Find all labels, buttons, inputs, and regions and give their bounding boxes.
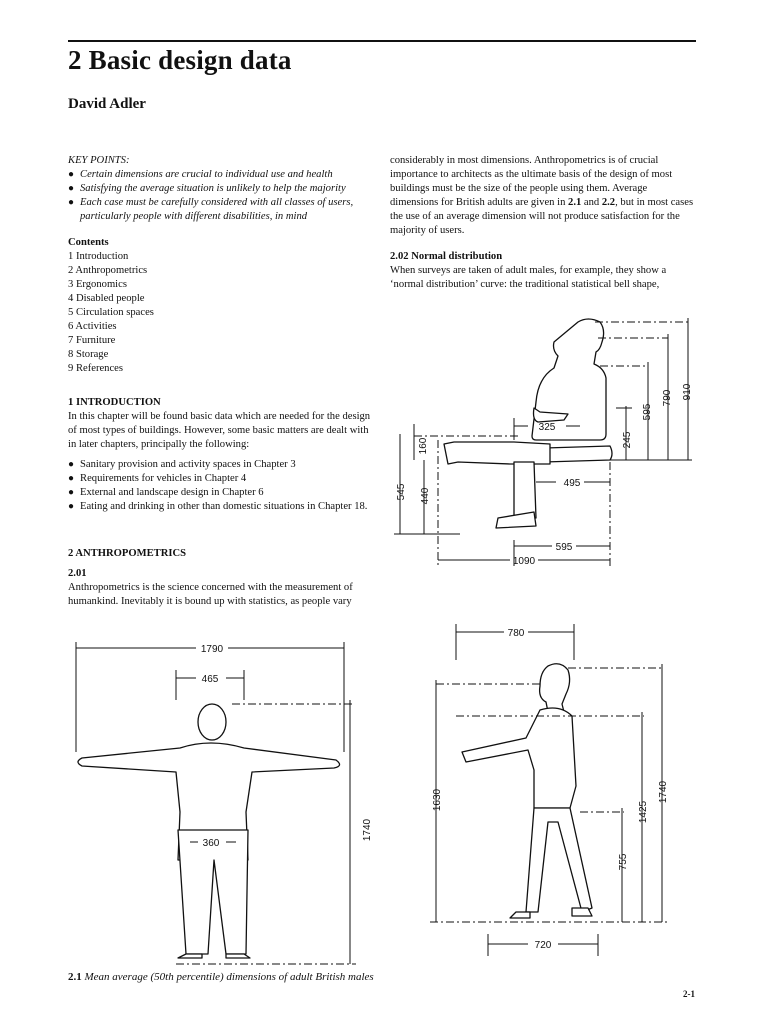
key-points bbox=[68, 154, 373, 224]
figure-reference: 2.2 bbox=[601, 197, 616, 208]
contents-item: 6 Activities bbox=[68, 321, 117, 332]
introduction-item: ● Requirements for vehicles in Chapter 4 bbox=[68, 472, 378, 486]
normal-distribution-heading: 2.02 Normal distribution bbox=[390, 251, 503, 262]
dim-label: 545 bbox=[396, 483, 407, 501]
anthropometrics-subheading: 2.01 bbox=[68, 568, 87, 579]
introduction-item: ● External and landscape design in Chapter 6 bbox=[68, 486, 378, 500]
anthropometrics-heading: 2 ANTHROPOMETRICS bbox=[68, 548, 187, 559]
dim-label: 1425 bbox=[638, 800, 649, 824]
contents-item: 8 Storage bbox=[68, 349, 109, 360]
right-column-paragraph: considerably in most dimensions. Anthropometrics is of crucial importance to architects as the ultimate basis of the design of most buildings must be the size of the people using them. Average dimensions for British adults are given in 2.1 and 2.2, but in most cases the use of an average dimension will not produce satisfaction for the majority of users. bbox=[390, 155, 694, 236]
dim-label: 440 bbox=[420, 487, 431, 505]
dim-label: 495 bbox=[563, 478, 581, 489]
contents-item: 7 Furniture bbox=[68, 335, 116, 346]
dim-label: 755 bbox=[618, 853, 629, 871]
key-points-heading: KEY POINTS: bbox=[68, 155, 130, 166]
key-point-item: ● Each case must be carefully considered with all classes of users, particularly people with different disabilities, in mind bbox=[68, 196, 373, 224]
dim-label: 465 bbox=[201, 674, 219, 685]
front-figure-diagram bbox=[70, 630, 373, 970]
dim-label: 325 bbox=[538, 422, 556, 433]
dim-label: 595 bbox=[555, 542, 573, 553]
introduction-section bbox=[68, 396, 378, 514]
contents-item: 1 Introduction bbox=[68, 251, 129, 262]
contents-item: 4 Disabled people bbox=[68, 293, 145, 304]
side-figure-drawing bbox=[462, 664, 592, 918]
anthropometrics-text: Anthropometrics is the science concerned with the measurement of humankind. Inevitably it is bound up with statistics, as people vary bbox=[68, 582, 353, 607]
dim-label: 910 bbox=[682, 383, 693, 401]
dim-label: 1630 bbox=[432, 788, 443, 812]
dim-label: 160 bbox=[418, 437, 429, 455]
contents-item: 5 Circulation spaces bbox=[68, 307, 154, 318]
contents-heading: Contents bbox=[68, 237, 109, 248]
right-column-text bbox=[390, 154, 698, 292]
contents-item: 2 Anthropometrics bbox=[68, 265, 148, 276]
dim-label: 1740 bbox=[362, 818, 373, 842]
key-point-item: ● Certain dimensions are crucial to individual use and health bbox=[68, 168, 373, 182]
dim-label: 780 bbox=[507, 628, 525, 639]
figure-reference: 2.1 bbox=[568, 197, 582, 208]
seated-figure-diagram bbox=[385, 310, 705, 580]
page-number: 2-1 bbox=[683, 989, 695, 999]
dim-label: 360 bbox=[202, 838, 220, 849]
dim-label: 245 bbox=[622, 431, 633, 449]
author-name: David Adler bbox=[68, 96, 146, 112]
side-figure-diagram bbox=[420, 618, 710, 968]
key-point-item: ● Satisfying the average situation is unlikely to help the majority bbox=[68, 182, 373, 196]
normal-distribution-text: When surveys are taken of adult males, for example, they show a ‘normal distribution’ curve: the traditional statistical bell shape, bbox=[390, 265, 667, 290]
contents-list bbox=[68, 236, 268, 376]
contents-item: 9 References bbox=[68, 363, 123, 374]
top-rule bbox=[68, 40, 696, 42]
front-figure-drawing bbox=[78, 704, 340, 958]
caption-text: Mean average (50th percentile) dimensions of adult British males bbox=[84, 971, 374, 983]
seated-figure-drawing bbox=[444, 319, 612, 528]
figure-caption bbox=[68, 971, 374, 983]
chapter-title: 2 Basic design data bbox=[68, 45, 292, 75]
dim-label: 595 bbox=[642, 403, 653, 421]
dim-label: 1740 bbox=[658, 780, 669, 804]
contents-item: 3 Ergonomics bbox=[68, 279, 127, 290]
dim-label: 1790 bbox=[200, 644, 224, 655]
anthropometrics-section bbox=[68, 547, 378, 609]
introduction-item: ● Sanitary provision and activity spaces in Chapter 3 bbox=[68, 458, 378, 472]
introduction-text: In this chapter will be found basic data which are needed for the design of most types of buildings. However, some basic matters are dealt with in later chapters, principally the following: bbox=[68, 411, 371, 450]
dim-label: 790 bbox=[662, 389, 673, 407]
introduction-heading: 1 INTRODUCTION bbox=[68, 397, 161, 408]
caption-number: 2.1 bbox=[68, 971, 82, 983]
dim-label: 1090 bbox=[512, 556, 536, 567]
introduction-item: ● Eating and drinking in other than domestic situations in Chapter 18. bbox=[68, 500, 378, 514]
dim-label: 720 bbox=[534, 940, 552, 951]
